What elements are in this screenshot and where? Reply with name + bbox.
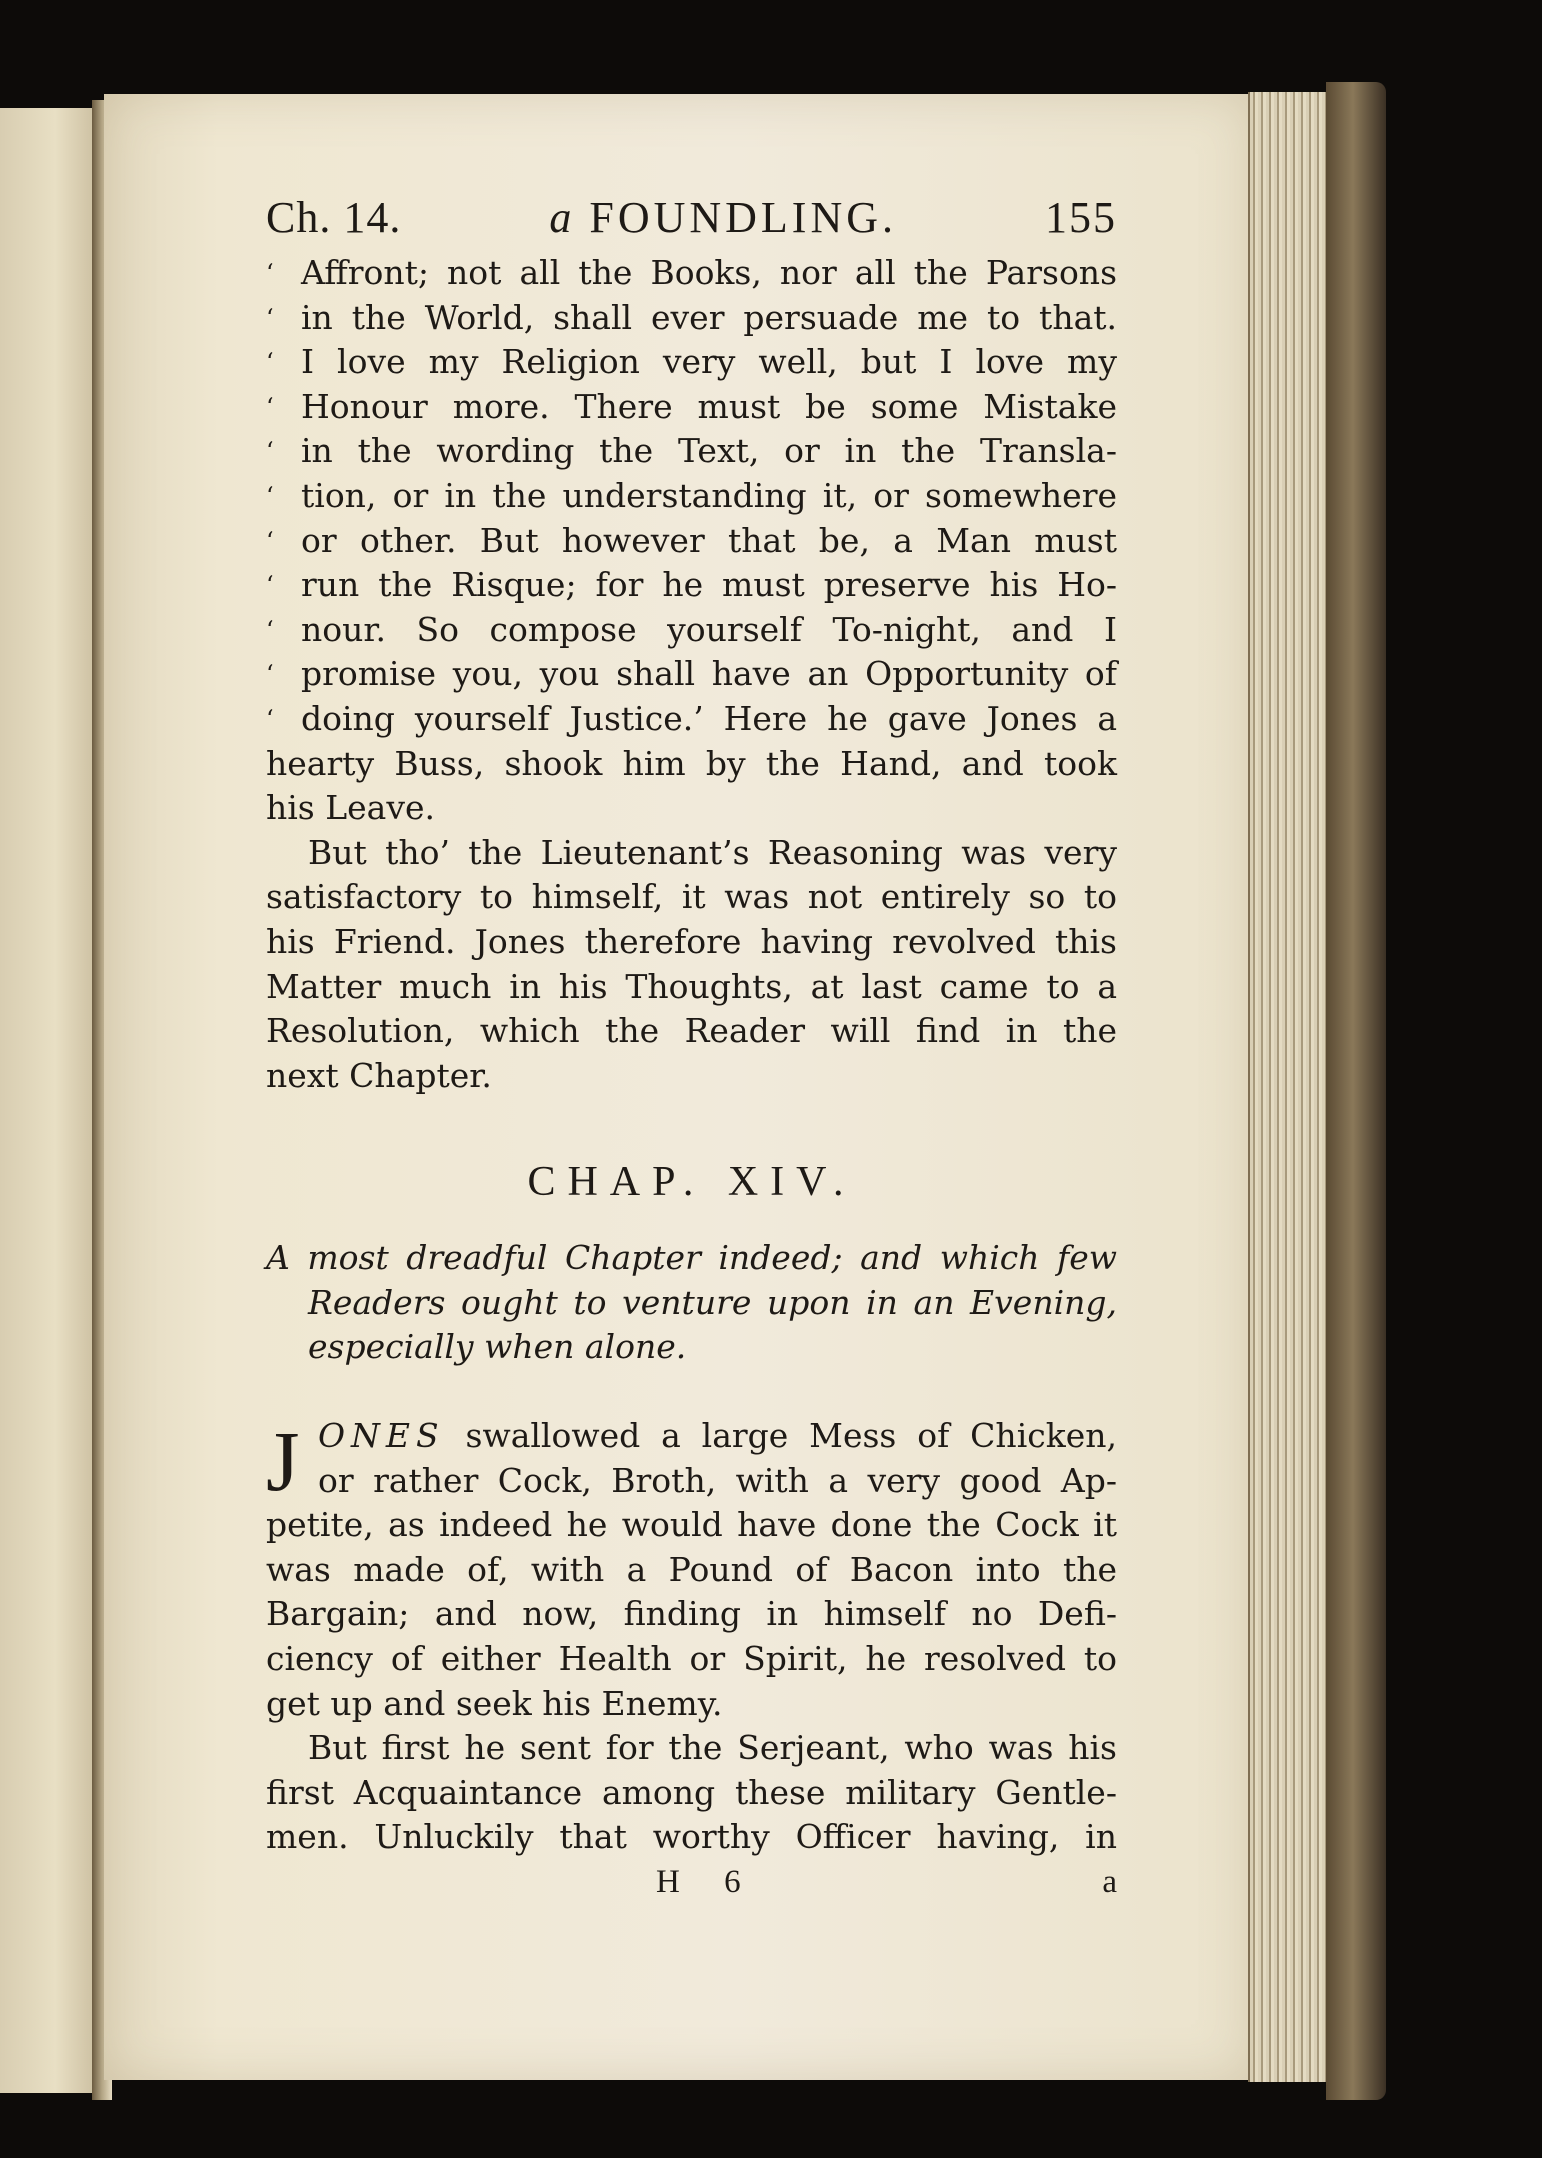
text-line: was made of, with a Pound of Bacon into the: [266, 1549, 1117, 1589]
quoted-line: [266, 608, 1117, 653]
text-line: or rather Cock, Broth, with a very good Ap-: [318, 1460, 1117, 1500]
page-text: [266, 185, 1117, 1904]
quoted-line: [266, 429, 1117, 474]
text-line: first Acquaintance among these military Gentle-: [266, 1772, 1117, 1812]
text-line: petite, as indeed he would have done the Cock it: [266, 1505, 1117, 1545]
quoted-line-text: or other. But however that be, a Man must: [301, 520, 1117, 560]
paragraph-continuation: [266, 742, 1117, 831]
text-line: ciency of either Health or Spirit, he resolved to: [266, 1639, 1117, 1679]
text-line: his Friend. Jones therefore having revolved this: [266, 921, 1117, 961]
quote-mark: ‘: [266, 437, 274, 466]
quoted-line-text: nour. So compose yourself To-night, and I: [301, 609, 1117, 649]
text-line: Bargain; and now, finding in himself no Defi-: [266, 1594, 1117, 1634]
title-article: a: [549, 193, 576, 242]
summary-line: especially when alone.: [308, 1327, 687, 1367]
text-line-rest: swallowed a large Mess of Chicken,: [465, 1416, 1117, 1456]
page-edges: [1248, 92, 1330, 2082]
running-head-title: [549, 185, 897, 251]
quoted-line-text: tion, or in the understanding it, or somewhere: [301, 475, 1117, 515]
quoted-line: [266, 519, 1117, 564]
paragraph: [266, 831, 1117, 1099]
quote-mark: ‘: [266, 704, 274, 733]
summary-line: Readers ought to venture upon in an Evening,: [308, 1282, 1117, 1322]
catchword: a: [1102, 1864, 1117, 1900]
quote-mark: ‘: [266, 348, 274, 377]
quoted-line: [266, 340, 1117, 385]
quoted-line: [266, 652, 1117, 697]
book-cover-edge: [1326, 82, 1386, 2100]
text-line: his Leave.: [266, 788, 436, 828]
opening-paragraph: [266, 1414, 1117, 1726]
page-footer: [266, 1860, 1117, 1904]
text-line: get up and seek his Enemy.: [266, 1683, 723, 1723]
chapter-heading: CHAP. XIV.: [527, 1159, 856, 1206]
text-line: satisfactory to himself, it was not entirely so to: [266, 877, 1117, 917]
quoted-line: [266, 697, 1117, 742]
page-number: 155: [1044, 193, 1117, 242]
quoted-line: [266, 563, 1117, 608]
paragraph: [266, 1726, 1117, 1860]
text-line: But tho’ the Lieutenant’s Reasoning was very: [308, 832, 1117, 872]
quoted-line-text: doing yourself Justice.’ Here he gave Jones a: [301, 698, 1117, 738]
quoted-line: [266, 296, 1117, 341]
text-line: But first he sent for the Serjeant, who was his: [308, 1728, 1117, 1768]
quoted-line-text: Honour more. There must be some Mistake: [301, 386, 1117, 426]
text-line: hearty Buss, shook him by the Hand, and took: [266, 743, 1117, 783]
summary-line: A most dreadful Chapter indeed; and which few: [266, 1238, 1117, 1278]
quote-mark: ‘: [266, 571, 274, 600]
left-page-edge: [0, 108, 95, 2093]
spacer: [266, 1098, 1117, 1152]
text-line: Matter much in his Thoughts, at last came to a: [266, 966, 1117, 1006]
quote-mark: ‘: [266, 259, 274, 287]
quote-mark: ‘: [266, 615, 274, 644]
text-line: next Chapter.: [266, 1055, 492, 1095]
quote-mark: ‘: [266, 660, 274, 689]
spacer: [266, 1370, 1117, 1414]
quote-mark: ‘: [266, 481, 274, 510]
quoted-line: [266, 251, 1117, 296]
quoted-line-text: in the wording the Text, or in the Transla-: [301, 431, 1117, 471]
title-word: FOUNDLING.: [589, 193, 897, 242]
chapter-summary: [266, 1236, 1117, 1370]
quoted-line-text: I love my Religion very well, but I love my: [301, 342, 1117, 382]
quoted-line-text: promise you, you shall have an Opportunity of: [301, 654, 1117, 694]
name-small-caps: ONES: [318, 1416, 445, 1456]
quoted-line-text: Affront; not all the Books, nor all the Parsons: [301, 253, 1117, 292]
running-head-chapter: Ch. 14.: [266, 193, 402, 242]
quoted-line-text: in the World, shall ever persuade me to that.: [301, 297, 1117, 337]
signature-mark: H 6: [656, 1864, 759, 1900]
quote-mark: ‘: [266, 526, 274, 555]
quoted-line-text: run the Risque; for he must preserve his Ho-: [301, 565, 1117, 605]
drop-cap: J: [266, 1413, 300, 1510]
text-line: Resolution, which the Reader will find in the: [266, 1011, 1117, 1051]
text-line: men. Unluckily that worthy Officer having, in: [266, 1817, 1117, 1857]
quote-mark: ‘: [266, 303, 274, 332]
running-head: [266, 185, 1117, 251]
text-line: [266, 1414, 1117, 1459]
quoted-line: [266, 474, 1117, 519]
quoted-line: [266, 385, 1117, 430]
quoted-passage: [266, 251, 1117, 742]
quote-mark: ‘: [266, 392, 274, 421]
